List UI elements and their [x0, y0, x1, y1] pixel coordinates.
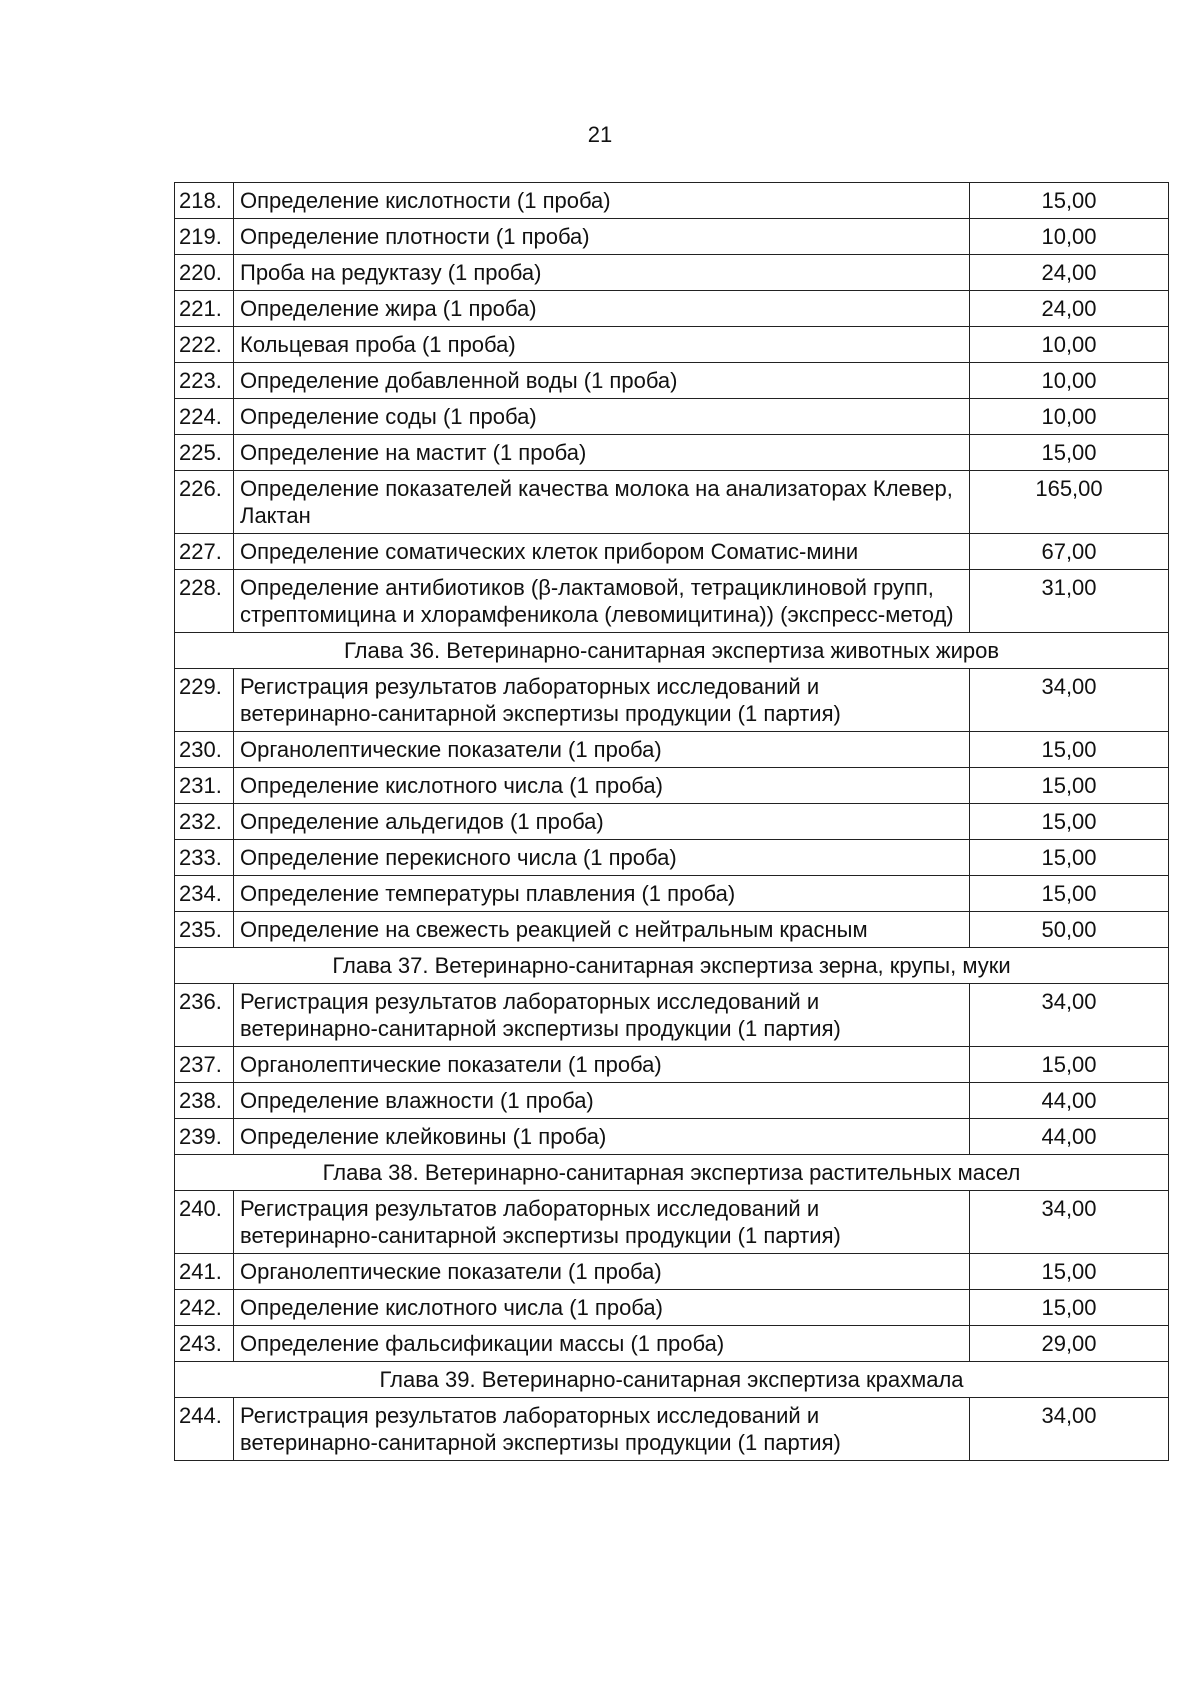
row-number: 225.	[175, 435, 234, 471]
service-price: 31,00	[970, 570, 1169, 633]
service-name: Определение соды (1 проба)	[234, 399, 970, 435]
service-price: 10,00	[970, 399, 1169, 435]
service-name: Определение влажности (1 проба)	[234, 1083, 970, 1119]
service-price: 15,00	[970, 840, 1169, 876]
chapter-title: Глава 37. Ветеринарно-санитарная экспертиза зерна, крупы, муки	[175, 948, 1169, 984]
table-row	[175, 732, 1169, 768]
service-name: Определение клейковины (1 проба)	[234, 1119, 970, 1155]
service-name: Кольцевая проба (1 проба)	[234, 327, 970, 363]
service-price: 15,00	[970, 1290, 1169, 1326]
table-row	[175, 1083, 1169, 1119]
service-name: Регистрация результатов лабораторных исследований и ветеринарно-санитарной экспертизы продукции (1 партия)	[234, 984, 970, 1047]
row-number: 226.	[175, 471, 234, 534]
row-number: 221.	[175, 291, 234, 327]
table-row	[175, 570, 1169, 633]
table-row	[175, 255, 1169, 291]
row-number: 238.	[175, 1083, 234, 1119]
service-name: Определение перекисного числа (1 проба)	[234, 840, 970, 876]
service-name: Регистрация результатов лабораторных исследований и ветеринарно-санитарной экспертизы продукции (1 партия)	[234, 669, 970, 732]
service-name: Органолептические показатели (1 проба)	[234, 732, 970, 768]
service-price: 15,00	[970, 732, 1169, 768]
table-row	[175, 912, 1169, 948]
service-price: 15,00	[970, 183, 1169, 219]
service-name: Определение кислотности (1 проба)	[234, 183, 970, 219]
service-price: 15,00	[970, 1047, 1169, 1083]
service-name: Органолептические показатели (1 проба)	[234, 1254, 970, 1290]
service-price: 67,00	[970, 534, 1169, 570]
row-number: 240.	[175, 1191, 234, 1254]
service-name: Определение показателей качества молока на анализаторах Клевер, Лактан	[234, 471, 970, 534]
row-number: 237.	[175, 1047, 234, 1083]
service-price: 50,00	[970, 912, 1169, 948]
price-table	[174, 182, 1169, 1461]
table-row	[175, 363, 1169, 399]
table-row	[175, 1254, 1169, 1290]
service-name: Органолептические показатели (1 проба)	[234, 1047, 970, 1083]
service-name: Определение альдегидов (1 проба)	[234, 804, 970, 840]
row-number: 244.	[175, 1398, 234, 1461]
service-name: Определение фальсификации массы (1 проба)	[234, 1326, 970, 1362]
service-price: 44,00	[970, 1083, 1169, 1119]
table-row	[175, 1290, 1169, 1326]
row-number: 229.	[175, 669, 234, 732]
table-row	[175, 984, 1169, 1047]
service-name: Регистрация результатов лабораторных исследований и ветеринарно-санитарной экспертизы продукции (1 партия)	[234, 1398, 970, 1461]
row-number: 222.	[175, 327, 234, 363]
table-row	[175, 1398, 1169, 1461]
table-row	[175, 1191, 1169, 1254]
chapter-heading-row	[175, 948, 1169, 984]
row-number: 239.	[175, 1119, 234, 1155]
service-price: 29,00	[970, 1326, 1169, 1362]
row-number: 227.	[175, 534, 234, 570]
page-number: 21	[587, 122, 613, 147]
service-price: 34,00	[970, 1191, 1169, 1254]
service-price: 44,00	[970, 1119, 1169, 1155]
chapter-title: Глава 36. Ветеринарно-санитарная экспертиза животных жиров	[175, 633, 1169, 669]
row-number: 231.	[175, 768, 234, 804]
row-number: 223.	[175, 363, 234, 399]
table-row	[175, 768, 1169, 804]
row-number: 230.	[175, 732, 234, 768]
service-price: 24,00	[970, 255, 1169, 291]
table-row	[175, 183, 1169, 219]
chapter-title: Глава 39. Ветеринарно-санитарная экспертиза крахмала	[175, 1362, 1169, 1398]
service-price: 34,00	[970, 984, 1169, 1047]
service-name: Определение добавленной воды (1 проба)	[234, 363, 970, 399]
table-row	[175, 471, 1169, 534]
table-row	[175, 669, 1169, 732]
service-price: 10,00	[970, 219, 1169, 255]
service-price: 34,00	[970, 1398, 1169, 1461]
table-row	[175, 399, 1169, 435]
service-price: 10,00	[970, 363, 1169, 399]
row-number: 234.	[175, 876, 234, 912]
row-number: 233.	[175, 840, 234, 876]
row-number: 219.	[175, 219, 234, 255]
table-row	[175, 534, 1169, 570]
service-name: Определение на свежесть реакцией с нейтральным красным	[234, 912, 970, 948]
service-name: Регистрация результатов лабораторных исследований и ветеринарно-санитарной экспертизы продукции (1 партия)	[234, 1191, 970, 1254]
chapter-heading-row	[175, 1155, 1169, 1191]
table-body	[175, 183, 1169, 1461]
service-price: 24,00	[970, 291, 1169, 327]
service-price: 15,00	[970, 768, 1169, 804]
row-number: 243.	[175, 1326, 234, 1362]
row-number: 218.	[175, 183, 234, 219]
row-number: 236.	[175, 984, 234, 1047]
table-row	[175, 840, 1169, 876]
service-name: Определение соматических клеток прибором Соматис-мини	[234, 534, 970, 570]
service-name: Определение кислотного числа (1 проба)	[234, 1290, 970, 1326]
table-row	[175, 435, 1169, 471]
service-name: Определение на мастит (1 проба)	[234, 435, 970, 471]
row-number: 232.	[175, 804, 234, 840]
table-row	[175, 804, 1169, 840]
table-row	[175, 1047, 1169, 1083]
service-name: Определение плотности (1 проба)	[234, 219, 970, 255]
table-row	[175, 219, 1169, 255]
service-price: 165,00	[970, 471, 1169, 534]
service-price: 15,00	[970, 876, 1169, 912]
table-row	[175, 1119, 1169, 1155]
service-name: Определение кислотного числа (1 проба)	[234, 768, 970, 804]
row-number: 235.	[175, 912, 234, 948]
table-row	[175, 876, 1169, 912]
service-name: Определение температуры плавления (1 проба)	[234, 876, 970, 912]
row-number: 224.	[175, 399, 234, 435]
service-name: Проба на редуктазу (1 проба)	[234, 255, 970, 291]
chapter-heading-row	[175, 1362, 1169, 1398]
row-number: 228.	[175, 570, 234, 633]
chapter-title: Глава 38. Ветеринарно-санитарная экспертиза растительных масел	[175, 1155, 1169, 1191]
table-row	[175, 327, 1169, 363]
row-number: 241.	[175, 1254, 234, 1290]
service-price: 10,00	[970, 327, 1169, 363]
service-name: Определение антибиотиков (β-лактамовой, тетрациклиновой групп, стрептомицина и хлорамфеникола (левомицитина)) (экспресс-метод)	[234, 570, 970, 633]
table-row	[175, 291, 1169, 327]
service-price: 34,00	[970, 669, 1169, 732]
service-price: 15,00	[970, 435, 1169, 471]
row-number: 220.	[175, 255, 234, 291]
service-name: Определение жира (1 проба)	[234, 291, 970, 327]
table-row	[175, 1326, 1169, 1362]
service-price: 15,00	[970, 804, 1169, 840]
chapter-heading-row	[175, 633, 1169, 669]
row-number: 242.	[175, 1290, 234, 1326]
service-price: 15,00	[970, 1254, 1169, 1290]
